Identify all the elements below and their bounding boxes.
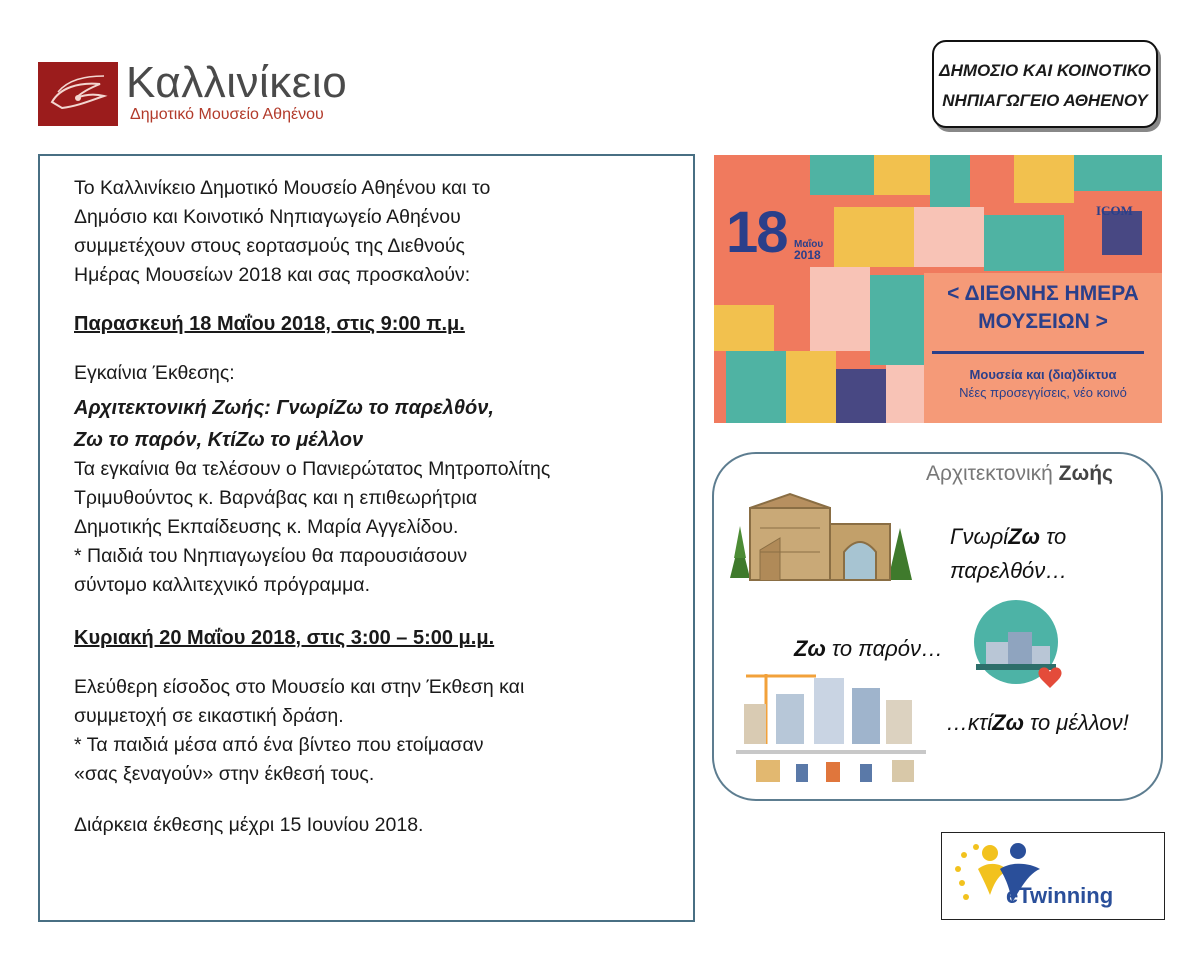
opening-label: Εγκαίνια Έκθεσης:: [74, 362, 235, 384]
banner-month-year: Μαΐου 2018: [794, 239, 824, 262]
day2-line: συμμετοχή σε εικαστική δράση.: [74, 705, 344, 727]
intro-line: Δημόσιο και Κοινοτικό Νηπιαγωγείο Αθηένου: [74, 206, 461, 228]
school-badge: [932, 40, 1158, 128]
stone-house-illustration: [720, 468, 920, 588]
exhibition-card: [712, 452, 1163, 801]
day2-heading: Κυριακή 20 Μαΐου 2018, στις 3:00 – 5:00 μ.μ.: [74, 627, 495, 649]
day1-heading: Παρασκευή 18 Μαΐου 2018, στις 9:00 π.μ.: [74, 313, 465, 335]
intro-line: Το Καλλινίκειο Δημοτικό Μουσείο Αθηένου και το: [74, 177, 491, 199]
day1-line: Δημοτικής Εκπαίδευσης κ. Μαρία Αγγελίδου.: [74, 516, 459, 538]
banner-title: < ΔΙΕΘΝΗΣ ΗΜΕΡΑ ΜΟΥΣΕΙΩΝ >: [947, 282, 1139, 333]
icom-logo: ICOM: [1096, 203, 1133, 218]
day2-line: * Τα παιδιά μέσα από ένα βίντεο που ετοίμασαν: [74, 734, 484, 756]
day2-line: Ελεύθερη είσοδος στο Μουσείο και στην Έκθεση και: [74, 676, 525, 698]
banner-subtitle-1: Μουσεία και (δια)δίκτυα: [969, 367, 1117, 382]
invitation-box: [38, 154, 695, 922]
museum-name: Καλλινίκειο: [126, 58, 348, 107]
school-line-1: ΔΗΜΟΣΙΟ ΚΑΙ ΚΟΙΝΟΤΙΚΟ: [939, 61, 1151, 80]
future-text: …κτίΖω το μέλλον!: [946, 710, 1129, 735]
etwinning-logo: [941, 832, 1165, 920]
museum-logo-icon: [38, 62, 118, 126]
day1-line: Τα εγκαίνια θα τελέσουν ο Πανιερώτατος Μητροπολίτης: [74, 458, 551, 480]
exhibition-title-1: Αρχιτεκτονική Ζωής: ΓνωρίΖω το παρελθόν,: [74, 397, 494, 419]
invitation-text: [74, 174, 694, 840]
construction-illustration: [736, 664, 926, 790]
museum-subtitle: Δημοτικό Μουσείο Αθηένου: [130, 106, 324, 123]
banner-subtitle-2: Νέες προσεγγίσεις, νέο κοινό: [959, 385, 1127, 400]
day1-line: σύντομο καλλιτεχνικό πρόγραμμα.: [74, 574, 370, 596]
exhibition-duration: Διάρκεια έκθεσης μέχρι 15 Ιουνίου 2018.: [74, 814, 424, 836]
intro-line: Ημέρας Μουσείων 2018 και σας προσκαλούν:: [74, 264, 471, 286]
school-line-2: ΝΗΠΙΑΓΩΓΕΙΟ ΑΘΗΕΝΟΥ: [942, 91, 1148, 110]
banner-day: 18: [726, 200, 787, 265]
museum-day-banner: [714, 155, 1162, 423]
banner-divider: [932, 351, 1144, 354]
exhibition-card-heading: Αρχιτεκτονική Ζωής: [926, 462, 1113, 485]
intro-line: συμμετέχουν στους εορτασμούς της Διεθνούς: [74, 235, 465, 257]
present-text: Ζω το παρόν…: [794, 636, 943, 661]
past-text: ΓνωρίΖω το: [950, 524, 1067, 549]
etwinning-label: eTwinning: [1006, 883, 1114, 908]
day2-line: «σας ξεναγούν» στην έκθεσή τους.: [74, 763, 375, 785]
day1-line: * Παιδιά του Νηπιαγωγείου θα παρουσιάσουν: [74, 545, 468, 567]
past-text-line2: παρελθόν…: [950, 558, 1068, 583]
town-illustration: [972, 598, 1066, 694]
museum-logo: [38, 58, 368, 126]
day1-line: Τριμυθούντος κ. Βαρνάβας και η επιθεωρήτρια: [74, 487, 478, 509]
exhibition-title-2: Ζω το παρόν, ΚτίΖω το μέλλον: [74, 429, 364, 451]
